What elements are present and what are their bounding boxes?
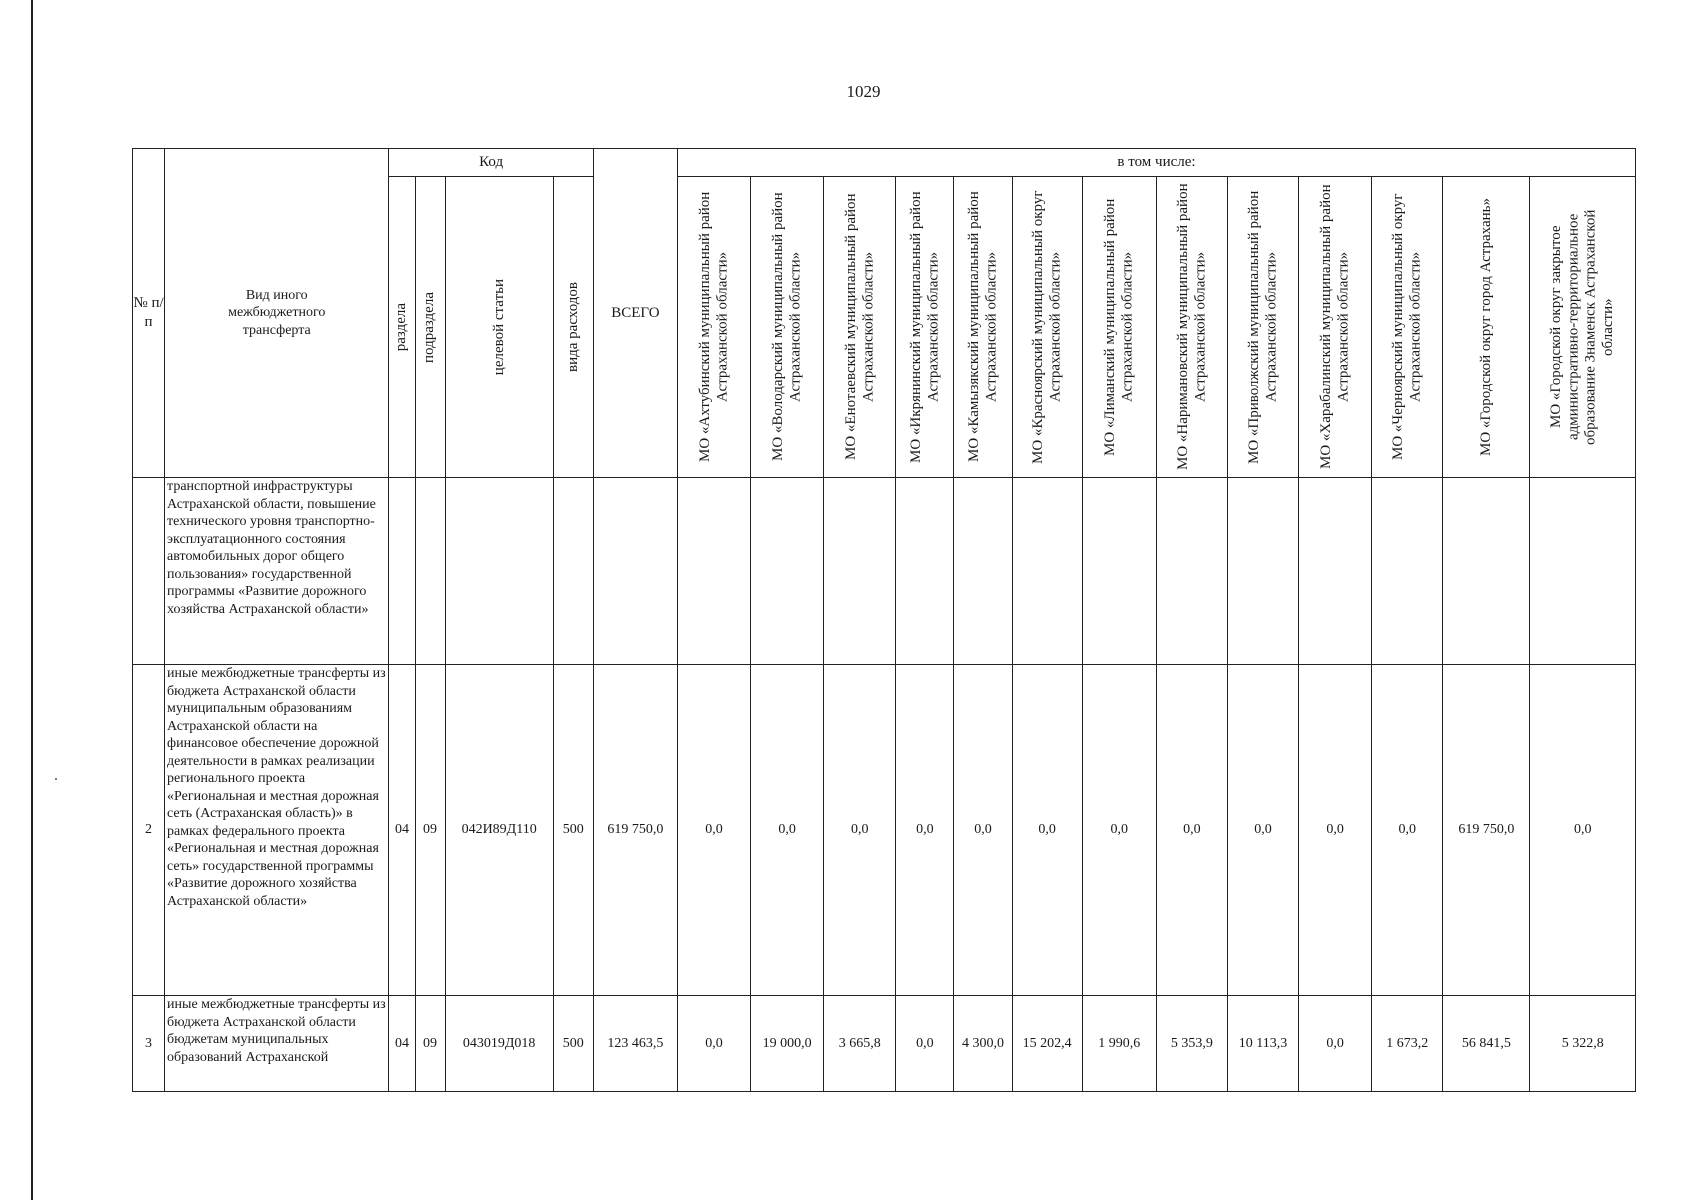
row-value bbox=[751, 478, 824, 665]
col-header-mo-5: МО «Камызякский муниципальный район Астраханской области» bbox=[954, 177, 1012, 478]
scan-speck bbox=[55, 778, 57, 780]
row-value: 19 000,0 bbox=[751, 996, 824, 1092]
col-header-mo-4: МО «Икрянинский муниципальный район Астраханской области» bbox=[896, 177, 954, 478]
row-total bbox=[593, 478, 677, 665]
row-podrazdel bbox=[415, 478, 445, 665]
row-value bbox=[1530, 478, 1636, 665]
row-cs bbox=[445, 478, 553, 665]
table-row bbox=[133, 478, 1636, 665]
header-row-1 bbox=[133, 149, 1636, 177]
row-value bbox=[954, 478, 1012, 665]
row-value: 0,0 bbox=[1299, 996, 1372, 1092]
row-value: 0,0 bbox=[1299, 665, 1372, 996]
row-value bbox=[824, 478, 896, 665]
row-value: 619 750,0 bbox=[1443, 665, 1530, 996]
row-value bbox=[1443, 478, 1530, 665]
col-header-code: Код bbox=[389, 149, 593, 177]
col-header-type: Вид иного межбюджетного трансферта bbox=[165, 149, 389, 478]
row-value: 0,0 bbox=[1156, 665, 1227, 996]
col-header-mo-3: МО «Енотаевский муниципальный район Астраханской области» bbox=[824, 177, 896, 478]
col-header-mo-8: МО «Наримановский муниципальный район Астраханской области» bbox=[1156, 177, 1227, 478]
col-header-mo-11: МО «Черноярский муниципальный округ Астраханской области» bbox=[1372, 177, 1443, 478]
row-value: 0,0 bbox=[1227, 665, 1298, 996]
row-razdel bbox=[389, 478, 415, 665]
row-desc: иные межбюджетные трансферты из бюджета Астраханской области бюджетам муниципальных образований Астраханской bbox=[165, 996, 389, 1092]
row-desc: транспортной инфраструктуры Астраханской области, повышение технического уровня транспортно-эксплуатационного состояния автомобильных дорог общего пользования» государственной программы «Развитие дорожного хозяйства Астраханской области» bbox=[165, 478, 389, 665]
col-header-num: № п/п bbox=[133, 149, 165, 478]
row-value: 0,0 bbox=[677, 996, 750, 1092]
row-desc: иные межбюджетные трансферты из бюджета Астраханской области муниципальным образованиям Астраханской области на финансовое обеспечение дорожной деятельности в рамках реализации регионального проекта «Региональная и местная дорожная сеть (Астраханская область)» в рамках федерального проекта «Региональная и местная дорожная сеть» государственной программы «Развитие дорожного хозяйства Астраханской области» bbox=[165, 665, 389, 996]
col-header-mo-10: МО «Харабалинский муниципальный район Астраханской области» bbox=[1299, 177, 1372, 478]
row-podrazdel: 09 bbox=[415, 996, 445, 1092]
transfers-table bbox=[132, 148, 1636, 1092]
row-value: 4 300,0 bbox=[954, 996, 1012, 1092]
row-vr: 500 bbox=[553, 996, 593, 1092]
row-value bbox=[1372, 478, 1443, 665]
row-value: 56 841,5 bbox=[1443, 996, 1530, 1092]
row-value bbox=[1227, 478, 1298, 665]
row-value: 0,0 bbox=[824, 665, 896, 996]
col-header-cs: целевой статьи bbox=[445, 177, 553, 478]
col-header-incl: в том числе: bbox=[677, 149, 1635, 177]
row-value: 5 353,9 bbox=[1156, 996, 1227, 1092]
row-razdel: 04 bbox=[389, 996, 415, 1092]
table-row bbox=[133, 996, 1636, 1092]
row-value: 5 322,8 bbox=[1530, 996, 1636, 1092]
row-value: 0,0 bbox=[896, 665, 954, 996]
row-num bbox=[133, 478, 165, 665]
col-header-podrazdel: подраздела bbox=[415, 177, 445, 478]
row-value bbox=[1082, 478, 1156, 665]
row-value: 0,0 bbox=[677, 665, 750, 996]
row-value: 10 113,3 bbox=[1227, 996, 1298, 1092]
row-razdel: 04 bbox=[389, 665, 415, 996]
col-header-mo-9: МО «Приволжский муниципальный район Астраханской области» bbox=[1227, 177, 1298, 478]
row-value: 0,0 bbox=[1012, 665, 1082, 996]
page-number: 1029 bbox=[846, 82, 881, 101]
row-value bbox=[1299, 478, 1372, 665]
row-vr bbox=[553, 478, 593, 665]
col-header-mo-6: МО «Красноярский муниципальный округ Астраханской области» bbox=[1012, 177, 1082, 478]
row-value: 1 673,2 bbox=[1372, 996, 1443, 1092]
col-header-vr: вида расходов bbox=[553, 177, 593, 478]
row-value bbox=[677, 478, 750, 665]
col-header-mo-7: МО «Лиманский муниципальный район Астраханской области» bbox=[1082, 177, 1156, 478]
row-value bbox=[896, 478, 954, 665]
row-value: 0,0 bbox=[751, 665, 824, 996]
row-value: 0,0 bbox=[1082, 665, 1156, 996]
row-value: 0,0 bbox=[1530, 665, 1636, 996]
col-header-mo-1: МО «Ахтубинский муниципальный район Астраханской области» bbox=[677, 177, 750, 478]
row-value: 1 990,6 bbox=[1082, 996, 1156, 1092]
row-value: 0,0 bbox=[1372, 665, 1443, 996]
row-total: 123 463,5 bbox=[593, 996, 677, 1092]
row-value: 3 665,8 bbox=[824, 996, 896, 1092]
row-cs: 043019Д018 bbox=[445, 996, 553, 1092]
row-value: 0,0 bbox=[954, 665, 1012, 996]
scan-edge-line bbox=[31, 0, 33, 1200]
row-total: 619 750,0 bbox=[593, 665, 677, 996]
col-header-mo-13: МО «Городской округ закрытое административно-территориальное образование Знаменск Астраханской области» bbox=[1530, 177, 1636, 478]
row-num: 2 bbox=[133, 665, 165, 996]
row-podrazdel: 09 bbox=[415, 665, 445, 996]
row-value bbox=[1012, 478, 1082, 665]
col-header-mo-2: МО «Володарский муниципальный район Астраханской области» bbox=[751, 177, 824, 478]
col-header-mo-12: МО «Городской округ город Астрахань» bbox=[1443, 177, 1530, 478]
row-num: 3 bbox=[133, 996, 165, 1092]
row-cs: 042И89Д110 bbox=[445, 665, 553, 996]
row-value: 0,0 bbox=[896, 996, 954, 1092]
col-header-razdel: раздела bbox=[389, 177, 415, 478]
row-value: 15 202,4 bbox=[1012, 996, 1082, 1092]
table-row bbox=[133, 665, 1636, 996]
col-header-total: ВСЕГО bbox=[593, 149, 677, 478]
row-value bbox=[1156, 478, 1227, 665]
row-vr: 500 bbox=[553, 665, 593, 996]
